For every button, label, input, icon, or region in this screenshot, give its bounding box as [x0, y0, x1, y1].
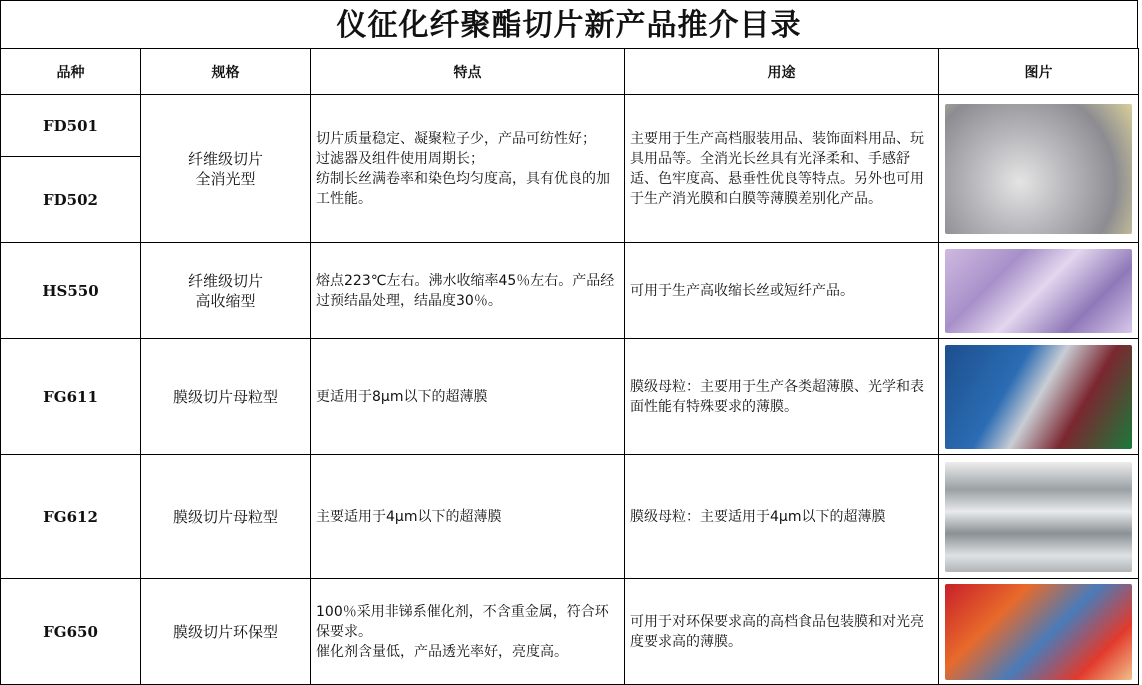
header-features: 特点 — [311, 49, 625, 95]
product-table — [0, 48, 1139, 685]
table-row — [1, 579, 1139, 685]
features-cell: 主要适用于4μm以下的超薄膜 — [311, 455, 625, 579]
image-cell — [939, 455, 1139, 579]
product-code: FG612 — [1, 455, 141, 579]
feature-line: 切片质量稳定、凝聚粒子少，产品可纺性好； — [316, 130, 596, 147]
table-row — [1, 455, 1139, 579]
header-usage: 用途 — [625, 49, 939, 95]
header-variety: 品种 — [1, 49, 141, 95]
usage-cell: 可用于生产高收缩长丝或短纤产品。 — [625, 243, 939, 339]
product-code: FG611 — [1, 339, 141, 455]
product-code: FD502 — [1, 157, 141, 243]
features-cell — [311, 95, 625, 243]
polyester-chips-photo — [945, 104, 1132, 234]
spec-line: 全消光型 — [195, 169, 256, 188]
image-cell — [939, 339, 1139, 455]
header-spec: 规格 — [141, 49, 311, 95]
header-row — [1, 49, 1139, 95]
feature-line: 过滤器及组件使用周期长； — [316, 150, 484, 167]
clear-film-photo — [945, 462, 1132, 572]
product-code: FG650 — [1, 579, 141, 685]
product-code: HS550 — [1, 243, 141, 339]
table-row — [1, 95, 1139, 157]
table-row — [1, 243, 1139, 339]
header-image: 图片 — [939, 49, 1139, 95]
usage-cell: 可用于对环保要求高的高档食品包装膜和对光亮度要求高的薄膜。 — [625, 579, 939, 685]
fabric-photo — [945, 249, 1132, 333]
spec-cell — [141, 95, 311, 243]
spec-cell: 膜级切片母粒型 — [141, 339, 311, 455]
food-packaging-photo — [945, 584, 1132, 680]
usage-cell: 膜级母粒：主要适用于4μm以下的超薄膜 — [625, 455, 939, 579]
spec-cell: 膜级切片母粒型 — [141, 455, 311, 579]
features-cell: 熔点223℃左右。沸水收缩率45％左右。产品经过预结晶处理，结晶度30％。 — [311, 243, 625, 339]
features-cell: 更适用于8μm以下的超薄膜 — [311, 339, 625, 455]
table-row — [1, 339, 1139, 455]
image-cell — [939, 95, 1139, 243]
spec-cell: 膜级切片环保型 — [141, 579, 311, 685]
feature-line: 100％采用非锑系催化剂，不含重金属，符合环保要求。 — [316, 603, 609, 640]
feature-line: 催化剂含量低，产品透光率好，亮度高。 — [316, 643, 568, 660]
image-cell — [939, 579, 1139, 685]
spec-cell — [141, 243, 311, 339]
usage-cell: 膜级母粒：主要用于生产各类超薄膜、光学和表面性能有特殊要求的薄膜。 — [625, 339, 939, 455]
catalog-title: 仪征化纤聚酯切片新产品推介目录 — [0, 0, 1138, 48]
usage-cell: 主要用于生产高档服装用品、装饰面料用品、玩具用品等。全消光长丝具有光泽柔和、手感舒适、色牢度高、悬垂性优良等特点。另外也可用于生产消光膜和白膜等薄膜差别化产品。 — [625, 95, 939, 243]
image-cell — [939, 243, 1139, 339]
feature-line: 纺制长丝满卷率和染色均匀度高，具有优良的加工性能。 — [316, 170, 610, 207]
features-cell — [311, 579, 625, 685]
film-rolls-photo — [945, 345, 1132, 449]
spec-line: 纤维级切片 — [187, 149, 263, 168]
spec-line: 纤维级切片 — [187, 271, 263, 290]
spec-line: 高收缩型 — [195, 291, 256, 310]
product-code: FD501 — [1, 95, 141, 157]
